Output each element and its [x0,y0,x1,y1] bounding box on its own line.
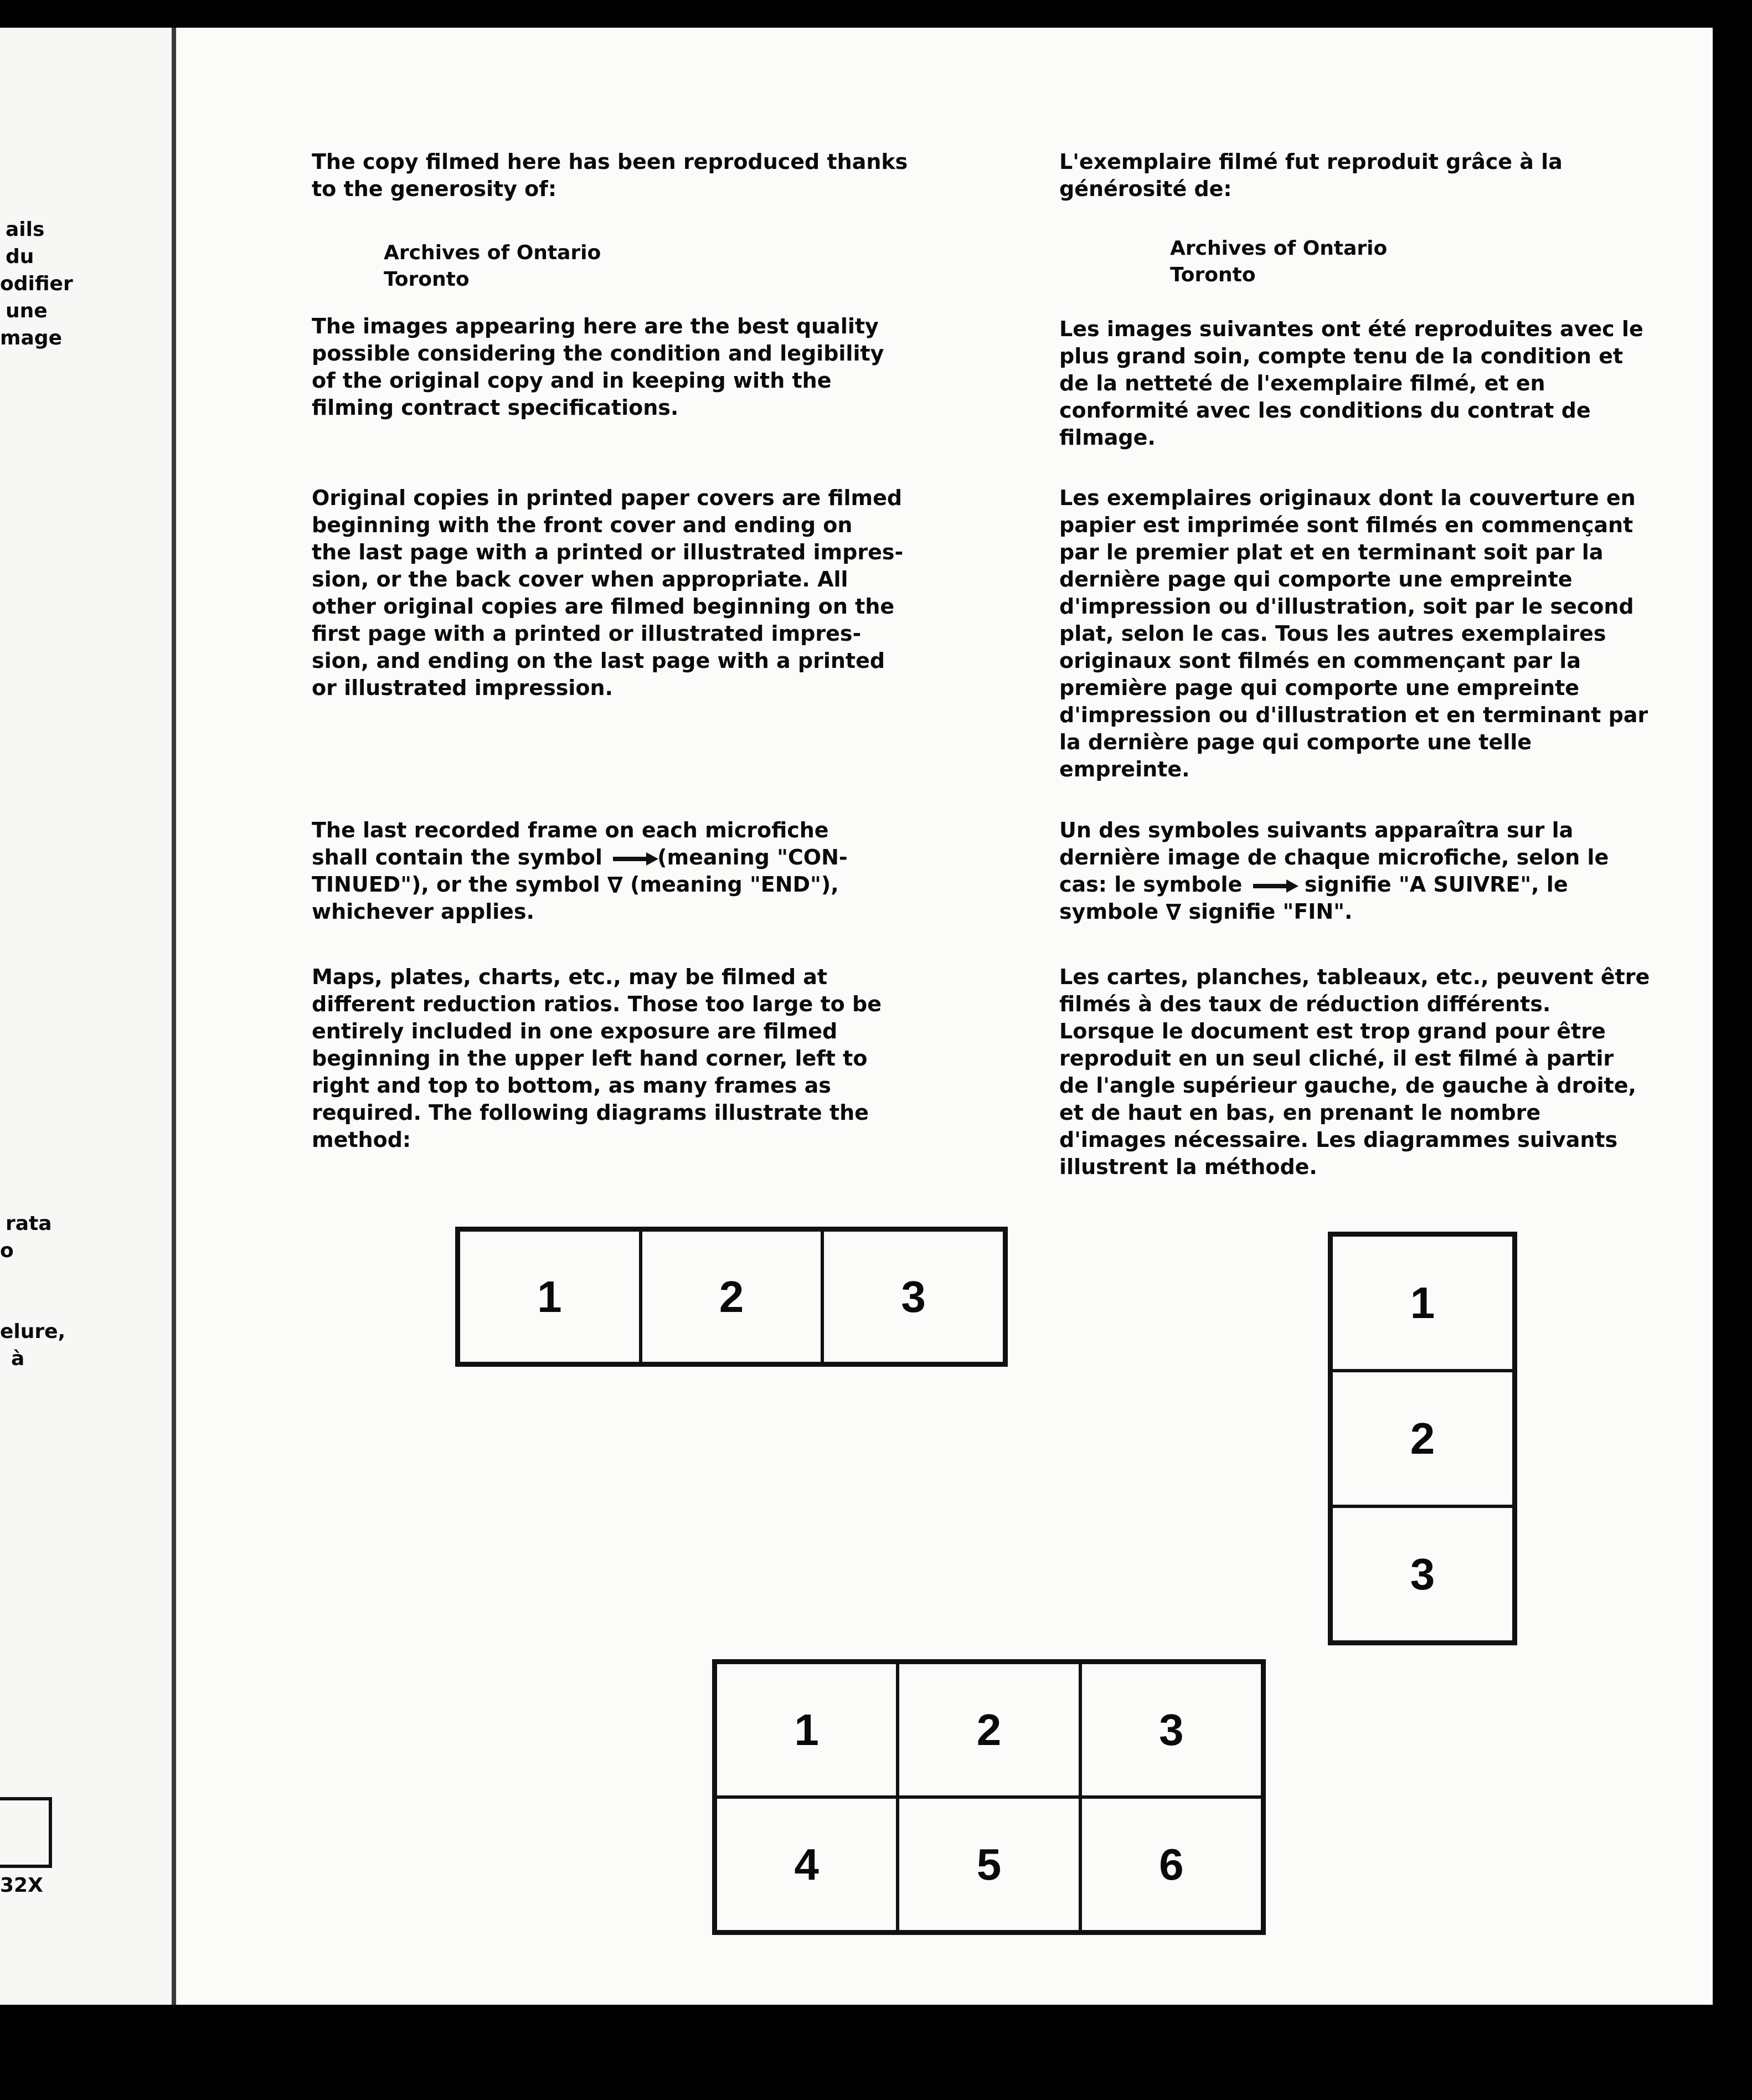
diagram-frame: 2 [898,1662,1080,1797]
diagram-vertical [1328,1232,1517,1645]
reduction-scale-box [0,1797,52,1868]
diagram-frame: 3 [1080,1662,1263,1797]
symbols-line: cas: le symbole [1059,872,1243,897]
diagram-frame: 3 [1331,1506,1514,1642]
diagram-frame: 6 [1080,1797,1263,1932]
french-maps: Les cartes, planches, tableaux, etc., peuvent être filmés à des taux de réduction différents. Lorsque le document est trop grand pour être reproduit en un seul cliché, il est filmé à partir de l'angle supérieur gauche, de gauche à droite, et de haut en bas, en prenant le nombre d'images nécessaire. Les diagrammes suivants illustrent la méthode. [1059,965,1650,1179]
end-triangle-icon: ∇ [607,873,623,898]
diagram-grid [712,1659,1266,1935]
diagram-frame: 2 [641,1230,823,1363]
diagram-frame: 1 [715,1662,898,1797]
diagram-frame: 3 [822,1230,1004,1363]
continued-arrow-icon [613,857,654,861]
french-thanks: L'exemplaire filmé fut reproduit grâce à la générosité de: [1059,150,1563,201]
previous-page-fragment [0,28,176,2005]
left-fragment-text: du [6,245,34,268]
french-institution: Archives of Ontario Toronto [1170,237,1388,286]
english-maps: Maps, plates, charts, etc., may be filmed at different reduction ratios. Those too large to be entirely included in one exposure are filmed beginning in the upper left hand corner, left to right and top to bottom, as many frames as required. The following diagrams illustrate the method: [312,965,882,1152]
diagram-frame: 2 [1331,1371,1514,1506]
diagram-frame: 4 [715,1797,898,1932]
left-fragment-text: rata [6,1212,52,1235]
film-border-top [0,0,1752,28]
film-border-right [1713,28,1752,2005]
diagram-frame: 1 [1331,1235,1514,1371]
film-border-bottom [0,2005,1752,2100]
symbols-line: signifie "A SUIVRE", le [1304,872,1568,897]
left-fragment-text: o [0,1239,14,1262]
diagram-frame: 1 [458,1230,641,1363]
left-fragment-text: une [6,300,48,322]
symbols-line: signifie "FIN". [1188,899,1353,924]
diagram-horizontal [455,1227,1008,1367]
diagram-frame: 5 [898,1797,1080,1932]
english-covers: Original copies in printed paper covers are filmed beginning with the front cover and ending on the last page with a printed or illustrated impres- sion, or the back cover when appropriate. All other original copies are filmed beginning on the first page with a printed or illustrated impres- sion, and ending on the last page with a printed or illustrated impression. [312,486,904,700]
symbols-line: dernière image de chaque microfiche, selon le [1059,845,1609,869]
symbols-line: Un des symboles suivants apparaîtra sur la [1059,818,1574,842]
french-covers: Les exemplaires originaux dont la couverture en papier est imprimée sont filmés en commençant par le premier plat et en terminant soit par la dernière page qui comporte une empreinte d'impression ou d'illustration, soit par le second plat, selon le cas. Tous les autres exemplaires originaux sont filmés en commençant par la première page qui comporte une empreinte d'impression ou d'illustration et en terminant par la dernière page qui comporte une telle empreinte. [1059,486,1648,781]
symbols-line: (meaning "END"), [630,872,839,897]
left-fragment-text: à [11,1347,25,1370]
symbols-line: The last recorded frame on each microfiche [312,818,829,842]
continued-arrow-icon [1253,884,1294,888]
left-fragment-text: mage [0,327,62,349]
left-fragment-text: ails [6,218,45,241]
symbols-line: whichever applies. [312,899,534,924]
symbols-line: TINUED"), or the symbol [312,872,600,897]
left-fragment-text: elure, [0,1320,66,1343]
end-triangle-icon: ∇ [1166,900,1182,925]
symbols-line: symbole [1059,899,1159,924]
symbols-line: (meaning "CON- [657,845,848,869]
english-quality: The images appearing here are the best quality possible considering the condition and legibility of the original copy and in keeping with the filming contract specifications. [312,314,884,420]
left-fragment-text: odifier [0,272,73,295]
english-institution: Archives of Ontario Toronto [384,241,601,291]
english-thanks: The copy filmed here has been reproduced thanks to the generosity of: [312,150,908,201]
symbols-line: shall contain the symbol [312,845,602,869]
reduction-label: 32X [0,1874,43,1897]
french-symbols [1059,817,1609,925]
english-symbols [312,817,848,925]
french-quality: Les images suivantes ont été reproduites avec le plus grand soin, compte tenu de la condition et de la netteté de l'exemplaire filmé, et en conformité avec les conditions du contrat de filmage. [1059,317,1643,450]
